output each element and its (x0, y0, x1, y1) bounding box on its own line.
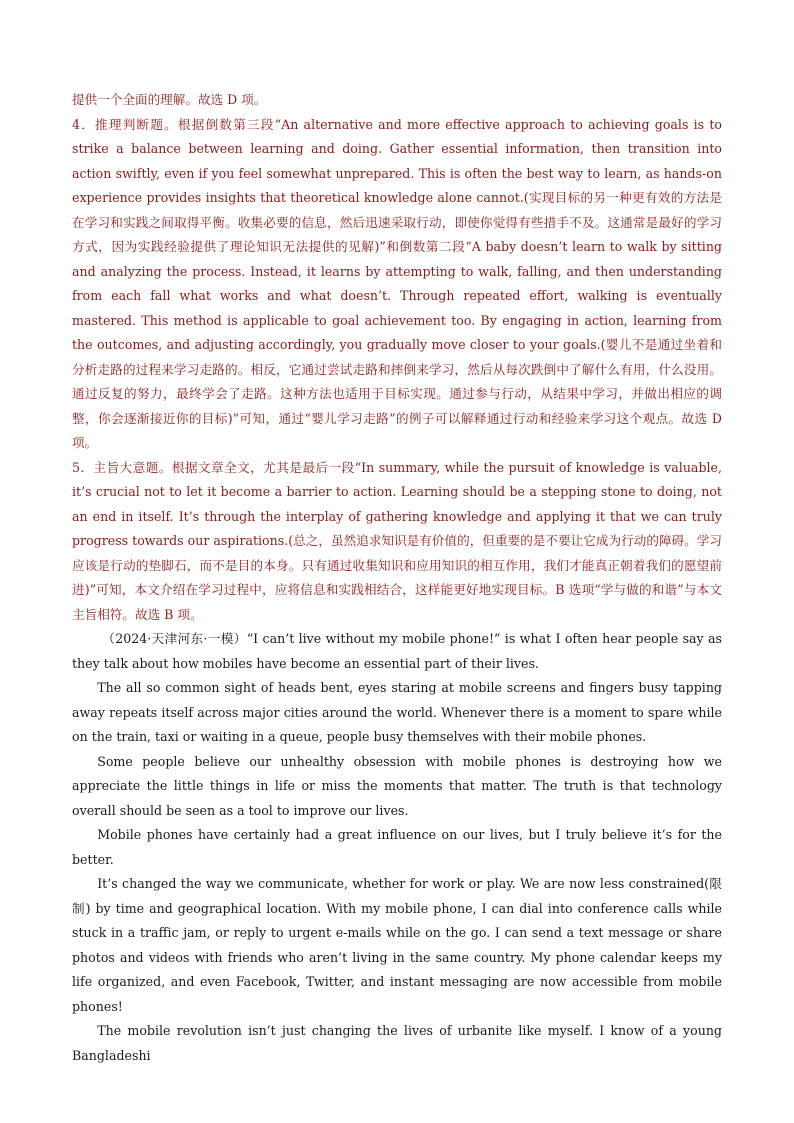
passage-paragraph-1 (72, 627, 722, 676)
answer-paragraph-4: 4．推理判断题。根据倒数第三段“An alternative and more effective approach to achieving goals is to strike a balance between learning and doing. Gather essential information, then transition into action swiftly, even if you feel somewhat unprepared. This is often the best way to learn, as hands-on experience provides insights that theoretical knowledge alone cannot.(实现目标的另一种更有效的方法是在学习和实践之间取得平衡。收集必要的信息，然后迅速采取行动，即使你觉得有些措手不及。这通常是最好的学习方式，因为实践经验提供了理论知识无法提供的见解)”和倒数第二段“A baby doesn’t learn to walk by sitting and analyzing the process. Instead, it learns by attempting to walk, falling, and then understanding from each fall what works and what doesn’t. Through repeated effort, walking is eventually mastered. This method is applicable to goal achievement too. By engaging in action, learning from the outcomes, and adjusting accordingly, you gradually move closer to your goals.(婴儿不是通过坐着和分析走路的过程来学习走路的。相反，它通过尝试走路和摔倒来学习，然后从每次跌倒中了解什么有用，什么没用。通过反复的努力，最终学会了走路。这种方法也适用于目标实现。通过参与行动，从结果中学习，并做出相应的调整，你会逐渐接近你的目标)”可知，通过“婴儿学习走路”的例子可以解释通过行动和经验来学习这个观点。故选 D 项。 (72, 116, 722, 450)
answer-paragraph-5: 5．主旨大意题。根据文章全文，尤其是最后一段“In summary, while the pursuit of knowledge is valuable, it’s crucial not to let it become a barrier to action. Learning should be a stepping stone to doing, not an end in itself. It’s through the interplay of gathering knowledge and applying it that we can truly progress towards our aspirations.(总之，虽然追求知识是有价值的，但重要的是不要让它成为行动的障碍。学习应该是行动的垫脚石，而不是目的本身。只有通过收集知识和应用知识的相互作用，我们才能真正朝着我们的愿望前进)”可知，本文介绍在学习过程中，应将信息和实践相结合，这样能更好地实现目标。B 选项“学与做的和谐”与本文主旨相符。故选 B 项。 (72, 459, 722, 622)
document-page (72, 88, 722, 1068)
passage-paragraph-2: The all so common sight of heads bent, eyes staring at mobile screens and fingers busy tapping away repeats itself across major cities around the world. Whenever there is a moment to spare while on the train, taxi or waiting in a queue, people busy themselves with their mobile phones. (72, 680, 722, 744)
passage-paragraph-3: Some people believe our unhealthy obsession with mobile phones is destroying how we appreciate the little things in life or miss the moments that matter. The truth is that technology overall should be seen as a tool to improve our lives. (72, 753, 722, 818)
passage-paragraph-1-text: “I can’t live without my mobile phone!” is what I often hear people say as they talk about how mobiles have become an essential part of their lives. (72, 631, 722, 671)
answer-paragraph-3-ending: 提供一个全面的理解。故选 D 项。 (72, 92, 267, 107)
passage-source: （2024·天津河东·一模） (102, 631, 247, 646)
passage-paragraph-4: Mobile phones have certainly had a great influence on our lives, but I truly believe it’s for the better. (72, 827, 722, 867)
passage-paragraph-6: The mobile revolution isn’t just changing the lives of urbanite like myself. I know of a young Bangladeshi (72, 1023, 722, 1063)
passage-paragraph-5: It’s changed the way we communicate, whether for work or play. We are now less constrained(限制) by time and geographical location. With my mobile phone, I can dial into conference calls while stuck in a traffic jam, or reply to urgent e-mails while on the go. I can send a text message or share photos and videos with friends who aren’t living in the same country. My phone calendar keeps my life organized, and even Facebook, Twitter, and instant messaging are now accessible from mobile phones! (72, 876, 722, 1014)
